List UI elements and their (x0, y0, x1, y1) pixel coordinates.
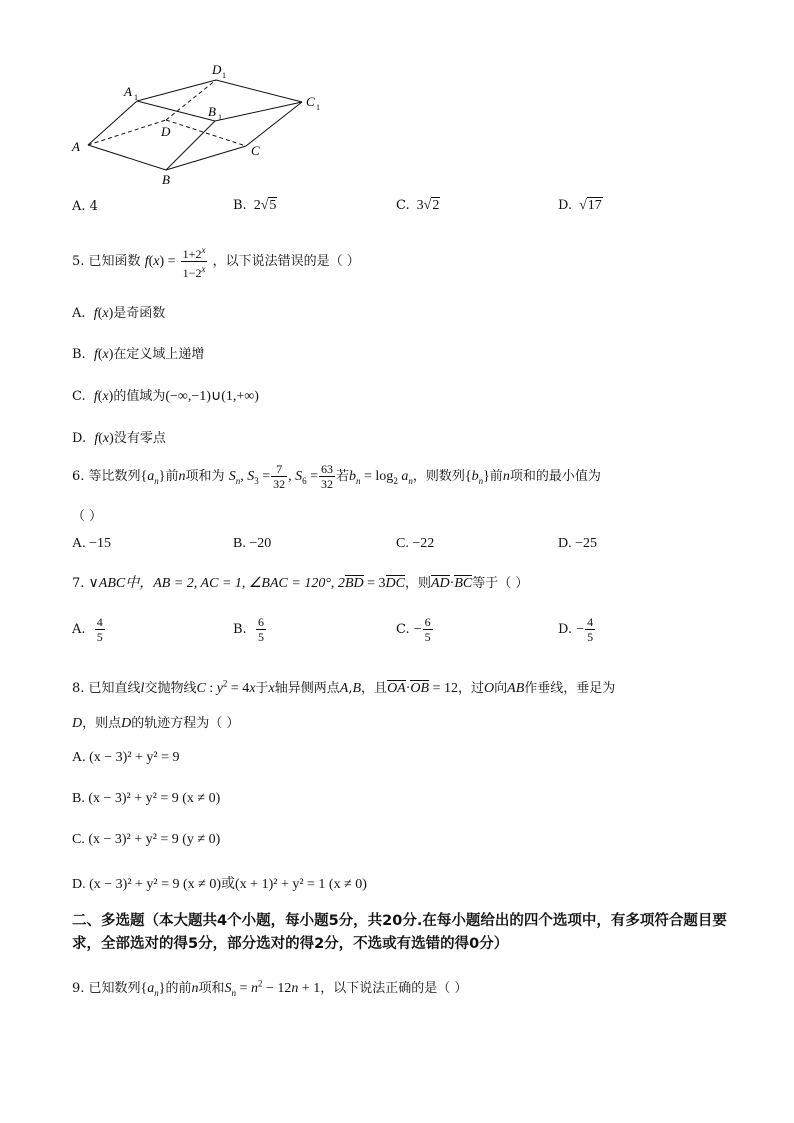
label-B: B (162, 172, 170, 187)
label-C1-sub: 1 (316, 103, 320, 112)
section-2-heading: 二、多选题（本大题共4个小题，每小题5分，共20分.在每小题给出的四个选项中，有多项符合题目要求，全部选对的得5分，部分选对的得2分，不选或有选错的得0分） (72, 913, 727, 952)
q9-stem: 9. 已知数列$\{a_n\}$的前n项和$S_n = n^2 - 12n + 1$，以下说法正确的是（ ） (72, 978, 468, 998)
label-D1: D (212, 62, 222, 77)
q8-option-a[interactable]: A. (x − 3)² + y² = 9 (72, 750, 180, 765)
q6-blank: （ ） (72, 509, 103, 524)
label-A1: A (124, 84, 132, 99)
label-A: A (72, 139, 80, 154)
q6-option-c[interactable]: C. −22 (396, 536, 435, 551)
parallelepiped-figure (60, 58, 350, 188)
q5-stem: 5. 已知函数 f(x) = $\frac{1+2^x}{1-2^x}$ ，以下说法错误的是（ ） (72, 245, 360, 280)
label-C: C (251, 143, 260, 158)
q5-option-c[interactable]: C. f(x)的值域为(−∞,−1)∪(1,+∞) (72, 389, 259, 404)
q7-stem: 7. ∨ABC中，AB = 2, AC = 1, ∠BAC = 120°, 2BD = 3DC，则AD·BC等于（ ） (72, 576, 529, 591)
q4-option-d[interactable]: D. √17 (558, 198, 602, 213)
q4-option-a[interactable]: A. 4 (72, 199, 98, 214)
label-D1-sub: 1 (222, 71, 226, 80)
q5-option-a[interactable]: A. f(x)是奇函数 (72, 306, 166, 321)
q7-option-c[interactable]: C. − $\frac{6}{5}$ (396, 615, 431, 644)
q6-stem: 6. 等比数列$\{a_n\}$前n项和为 $S_n$, $S_3$ = $\frac{7}{32}$ , $S_6$ = $\frac{63}{32}$ 若$b_n = \log_2 a_n$，则数列$\{b_n\}$前n项和的最小值为 (72, 462, 601, 491)
q5-option-b[interactable]: B. f(x)在定义域上递增 (72, 347, 205, 362)
q6-option-d[interactable]: D. −25 (558, 536, 598, 551)
q4-option-b[interactable]: B. 2√5 (233, 198, 277, 213)
q5-option-d[interactable]: D. f(x)没有零点 (72, 431, 166, 446)
q4-option-c[interactable]: C. 3√2 (396, 198, 440, 213)
label-C1: C (306, 94, 315, 109)
label-B1-sub: 1 (218, 113, 222, 122)
q7-option-d[interactable]: D. − $\frac{4}{5}$ (558, 615, 594, 644)
label-D: D (161, 124, 171, 139)
q7-option-b[interactable]: B. $\frac{6}{5}$ (233, 615, 264, 644)
label-B1: B (208, 104, 216, 119)
label-A1-sub: 1 (134, 93, 138, 102)
q7-option-a[interactable]: A. $\frac{4}{5}$ (72, 615, 103, 644)
q8-option-c[interactable]: C. (x − 3)² + y² = 9 (y ≠ 0) (72, 832, 221, 847)
q6-option-a[interactable]: A. −15 (72, 536, 112, 551)
q6-option-b[interactable]: B. −20 (233, 536, 272, 551)
q8-option-d[interactable]: D. (x − 3)² + y² = 9 (x ≠ 0)或(x + 1)² + y² = 1 (x ≠ 0) (72, 877, 367, 892)
q8-stem-line1: 8. 已知直线l交抛物线C : $y^2 = 4x$于x轴异侧两点A,B，且OA·OB = 12，过O向AB作垂线，垂足为 (72, 678, 616, 696)
q8-option-b[interactable]: B. (x − 3)² + y² = 9 (x ≠ 0) (72, 791, 221, 806)
q8-stem-line2: D，则点D的轨迹方程为（ ） (72, 716, 240, 731)
